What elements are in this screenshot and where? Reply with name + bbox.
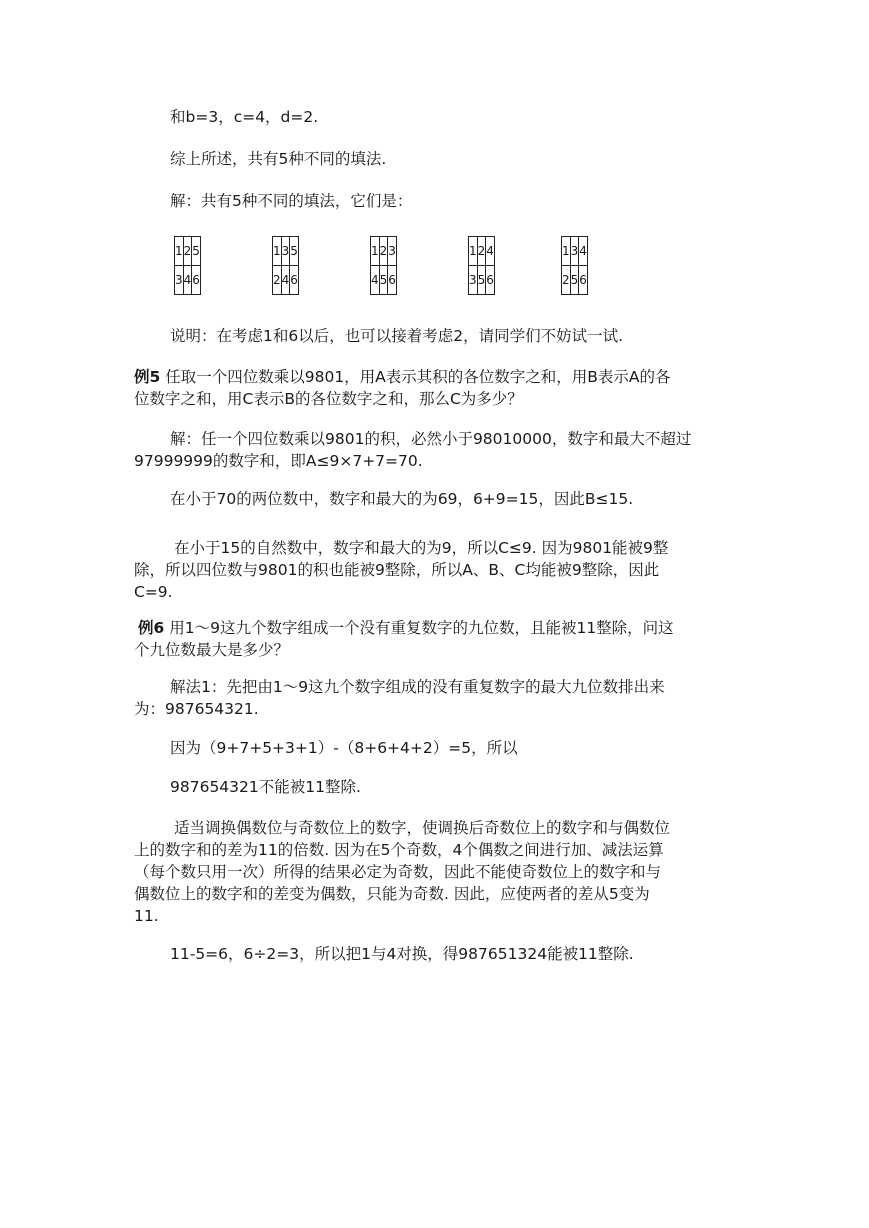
grid-cell: 2 [183, 237, 192, 266]
grid-cell: 3 [388, 237, 397, 266]
text-line: 个九位数最大是多少？ [134, 641, 290, 659]
grid-cell: 2 [379, 237, 388, 266]
grid-cell: 6 [486, 266, 495, 295]
grid-cell: 5 [290, 237, 299, 266]
grid-cell: 2 [273, 266, 282, 295]
text-line: 解法1：先把由1～9这九个数字组成的没有重复数字的最大九位数排出来 [170, 678, 665, 696]
text-line: 上的数字和的差为11的倍数. 因为在5个奇数，4个偶数之间进行加、减法运算 [134, 841, 664, 859]
text-line: 为：987654321. [134, 700, 259, 718]
grid-cell: 1 [273, 237, 282, 266]
example-text: 用1～9这九个数字组成一个没有重复数字的九位数，且能被11整除，问这 [169, 619, 674, 637]
grid-cell: 6 [290, 266, 299, 295]
grid-cell: 4 [579, 237, 588, 266]
text-line: 11-5=6，6÷2=3，所以把1与4对换，得987651324能被11整除. [170, 945, 634, 963]
grid-table [272, 236, 299, 295]
grid-table [370, 236, 397, 295]
example-5-heading [134, 366, 671, 388]
grid-cell: 6 [579, 266, 588, 295]
text-line: 位数字之和，用C表示B的各位数字之和，那么C为多少？ [134, 390, 523, 408]
grid-table [561, 236, 588, 295]
grid-cell: 2 [477, 237, 486, 266]
grid-cell: 2 [562, 266, 571, 295]
grid-cell: 4 [281, 266, 290, 295]
text-line: 在小于70的两位数中，数字和最大的为69，6+9=15，因此B≤15. [170, 490, 634, 508]
text-line: 在小于15的自然数中，数字和最大的为9，所以C≤9. 因为9801能被9整 [174, 539, 669, 557]
grid-cell: 4 [486, 237, 495, 266]
grid-cell: 1 [469, 237, 478, 266]
text-line: 解：任一个四位数乘以9801的积，必然小于98010000，数字和最大不超过 [170, 430, 692, 448]
grid-cell: 4 [183, 266, 192, 295]
grid-cell: 1 [175, 237, 184, 266]
example-label: 例6 [138, 619, 165, 637]
grid-cell: 5 [477, 266, 486, 295]
text-line: 987654321不能被11整除. [170, 778, 361, 796]
grid-cell: 1 [562, 237, 571, 266]
text-line: 因为（9+7+5+3+1）-（8+6+4+2）=5，所以 [170, 739, 518, 757]
text-line: 偶数位上的数字和的差变为偶数，只能为奇数. 因此，应使两者的差从5变为 [134, 885, 650, 903]
example-6-heading [138, 617, 674, 639]
grid-cell: 5 [570, 266, 579, 295]
grid-cell: 3 [175, 266, 184, 295]
text-line: 97999999的数字和，即A≤9×7+7=70. [134, 452, 423, 470]
grid-cell: 1 [371, 237, 380, 266]
example-text: 任取一个四位数乘以9801，用A表示其积的各位数字之和，用B表示A的各 [165, 368, 671, 386]
grid-cell: 5 [379, 266, 388, 295]
text-line: 和b=3，c=4，d=2. [170, 108, 319, 126]
text-line: 适当调换偶数位与奇数位上的数字，使调换后奇数位上的数字和与偶数位 [174, 819, 671, 837]
grid-table [174, 236, 201, 295]
text-line: C=9. [134, 583, 173, 601]
text-line: 11. [134, 907, 159, 925]
text-line: 解：共有5种不同的填法，它们是： [170, 192, 413, 210]
example-label: 例5 [134, 368, 161, 386]
note-line: 说明：在考虑1和6以后，也可以接着考虑2，请同学们不妨试一试. [170, 327, 624, 345]
grid-table [468, 236, 495, 295]
grid-cell: 5 [192, 237, 201, 266]
text-line: 除，所以四位数与9801的积也能被9整除，所以A、B、C均能被9整除，因此 [134, 561, 660, 579]
grid-cell: 6 [192, 266, 201, 295]
grid-cell: 3 [469, 266, 478, 295]
grid-cell: 3 [570, 237, 579, 266]
text-line: （每个数只用一次）所得的结果必定为奇数，因此不能使奇数位上的数字和与 [134, 863, 662, 881]
grid-cell: 3 [281, 237, 290, 266]
grid-cell: 6 [388, 266, 397, 295]
text-line: 综上所述，共有5种不同的填法. [170, 150, 387, 168]
grid-cell: 4 [371, 266, 380, 295]
